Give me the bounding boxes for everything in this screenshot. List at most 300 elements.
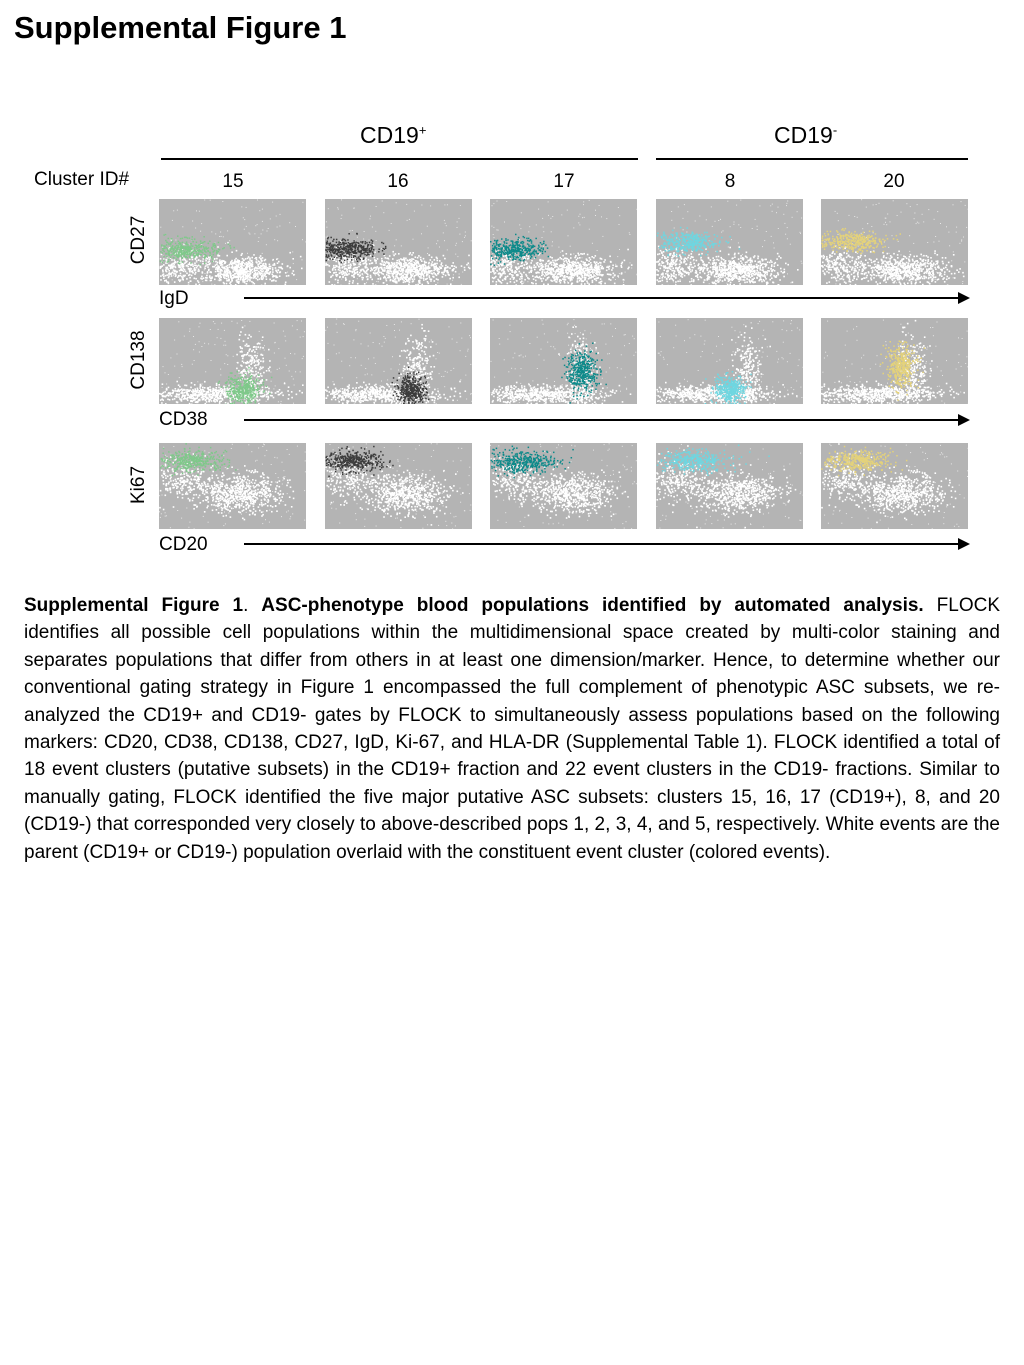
- parent-event: [192, 265, 194, 267]
- parent-event: [180, 269, 182, 271]
- parent-event: [255, 261, 257, 263]
- parent-event: [245, 258, 247, 260]
- cluster-event: [514, 246, 516, 248]
- cluster-event: [520, 248, 522, 250]
- parent-event: [191, 257, 193, 259]
- parent-event: [286, 275, 288, 277]
- background-event: [801, 261, 802, 262]
- cluster-event: [541, 247, 543, 249]
- background-event: [757, 229, 758, 230]
- parent-event: [341, 274, 343, 276]
- parent-event: [509, 262, 511, 264]
- parent-event: [335, 274, 337, 276]
- parent-event: [363, 260, 365, 262]
- parent-event: [759, 261, 761, 263]
- cluster-event: [368, 249, 370, 251]
- parent-event: [186, 261, 188, 263]
- cluster-event: [204, 250, 206, 252]
- background-event: [327, 236, 328, 237]
- background-event: [786, 205, 787, 206]
- parent-event: [774, 263, 776, 265]
- parent-event: [452, 277, 454, 279]
- parent-event: [744, 267, 746, 269]
- cluster-event: [167, 242, 169, 244]
- parent-event: [192, 259, 194, 261]
- background-event: [262, 230, 263, 231]
- background-event: [370, 218, 371, 219]
- cluster-event: [359, 259, 361, 261]
- parent-event: [341, 264, 343, 266]
- parent-event: [285, 284, 287, 286]
- background-event: [201, 223, 202, 224]
- parent-event: [739, 283, 741, 285]
- background-event: [787, 201, 788, 202]
- parent-event: [337, 282, 339, 284]
- cluster-event: [212, 251, 214, 253]
- parent-event: [245, 269, 247, 271]
- parent-event: [564, 258, 566, 260]
- parent-event: [252, 282, 254, 284]
- parent-event: [384, 267, 386, 269]
- parent-event: [720, 250, 722, 252]
- parent-event: [560, 270, 562, 272]
- cluster-event: [492, 258, 494, 260]
- parent-event: [287, 265, 289, 267]
- parent-event: [211, 276, 213, 278]
- cluster-event: [203, 236, 205, 238]
- cluster-event: [212, 258, 214, 260]
- parent-event: [353, 263, 355, 265]
- parent-event: [521, 276, 523, 278]
- cluster-event: [177, 249, 179, 251]
- cluster-event: [200, 250, 202, 252]
- parent-event: [386, 284, 388, 285]
- parent-event: [582, 277, 584, 279]
- parent-event: [238, 260, 240, 262]
- cluster-event: [189, 237, 191, 239]
- parent-event: [191, 275, 193, 277]
- background-event: [364, 231, 365, 232]
- parent-event: [543, 269, 545, 271]
- parent-event: [229, 266, 231, 268]
- cluster-event: [522, 246, 524, 248]
- parent-event: [536, 263, 538, 265]
- parent-event: [418, 266, 420, 268]
- parent-event: [545, 279, 547, 281]
- background-event: [552, 241, 553, 242]
- parent-event: [186, 273, 188, 275]
- background-event: [523, 282, 524, 283]
- parent-event: [758, 265, 760, 267]
- background-event: [225, 243, 226, 244]
- parent-event: [443, 271, 445, 273]
- parent-event: [707, 269, 709, 271]
- cluster-event: [166, 244, 168, 246]
- parent-event: [715, 265, 717, 267]
- background-event: [787, 227, 788, 228]
- background-event: [227, 230, 228, 231]
- cluster-event: [201, 245, 203, 247]
- parent-event: [718, 260, 720, 262]
- parent-event: [567, 263, 569, 265]
- parent-event: [527, 258, 529, 260]
- cluster-event: [346, 253, 348, 255]
- parent-event: [568, 278, 570, 280]
- cluster-event: [339, 247, 341, 249]
- parent-event: [400, 265, 402, 267]
- parent-event: [758, 261, 760, 263]
- cluster-event: [343, 243, 345, 245]
- parent-event: [728, 254, 730, 256]
- parent-event: [168, 270, 170, 272]
- parent-event: [623, 279, 625, 281]
- parent-event: [513, 278, 515, 280]
- background-event: [599, 205, 600, 206]
- parent-event: [724, 269, 726, 271]
- parent-event: [412, 278, 414, 280]
- parent-event: [745, 262, 747, 264]
- parent-event: [736, 271, 738, 273]
- parent-event: [215, 275, 217, 277]
- parent-event: [713, 260, 715, 262]
- background-event: [790, 282, 791, 283]
- parent-event: [573, 265, 575, 267]
- parent-event: [245, 271, 247, 273]
- parent-event: [376, 272, 378, 274]
- cluster-event: [340, 246, 342, 248]
- parent-event: [468, 255, 470, 257]
- parent-event: [453, 268, 455, 270]
- parent-event: [577, 278, 579, 280]
- cluster-event: [502, 247, 504, 249]
- parent-event: [507, 269, 509, 271]
- parent-event: [242, 281, 244, 283]
- parent-event: [545, 273, 547, 275]
- cluster-event: [342, 253, 344, 255]
- parent-event: [596, 270, 598, 272]
- parent-event: [499, 276, 501, 278]
- parent-event: [565, 269, 567, 271]
- cluster-event: [521, 254, 523, 256]
- parent-event: [420, 259, 422, 261]
- cluster-event: [354, 242, 356, 244]
- parent-event: [391, 273, 393, 275]
- parent-event: [397, 272, 399, 274]
- parent-event: [345, 277, 347, 279]
- parent-event: [761, 259, 763, 261]
- parent-event: [393, 281, 395, 283]
- parent-event: [238, 275, 240, 277]
- background-event: [709, 283, 710, 284]
- parent-event: [432, 261, 434, 263]
- parent-event: [424, 261, 426, 263]
- parent-event: [598, 277, 600, 279]
- parent-event: [347, 271, 349, 273]
- parent-event: [381, 260, 383, 262]
- cluster-event: [497, 253, 499, 255]
- parent-event: [202, 263, 204, 265]
- parent-event: [442, 276, 444, 278]
- parent-event: [370, 260, 372, 262]
- background-event: [580, 214, 581, 215]
- parent-event: [263, 263, 265, 265]
- parent-event: [360, 269, 362, 271]
- cluster-event: [383, 243, 385, 245]
- parent-event: [328, 271, 330, 273]
- parent-event: [774, 266, 776, 268]
- parent-event: [552, 260, 554, 262]
- parent-event: [199, 284, 201, 285]
- parent-event: [174, 271, 176, 273]
- cluster-event: [496, 257, 498, 259]
- background-event: [305, 241, 306, 242]
- parent-event: [398, 259, 400, 261]
- background-event: [428, 247, 429, 248]
- background-event: [376, 206, 377, 207]
- parent-event: [562, 255, 564, 257]
- parent-event: [736, 267, 738, 269]
- parent-event: [383, 261, 385, 263]
- parent-event: [397, 278, 399, 280]
- cluster-event: [385, 248, 387, 250]
- parent-event: [418, 271, 420, 273]
- parent-event: [412, 252, 414, 254]
- parent-event: [413, 258, 415, 260]
- parent-event: [405, 271, 407, 273]
- cluster-event: [369, 242, 371, 244]
- parent-event: [198, 269, 200, 271]
- parent-event: [524, 256, 526, 258]
- cluster-event: [190, 262, 192, 264]
- parent-event: [396, 281, 398, 283]
- background-event: [615, 279, 616, 280]
- parent-event: [385, 257, 387, 259]
- parent-event: [729, 247, 731, 249]
- background-event: [757, 226, 758, 227]
- cluster-event: [372, 256, 374, 258]
- cluster-event: [168, 243, 170, 245]
- parent-event: [554, 277, 556, 279]
- parent-event: [523, 272, 525, 274]
- parent-event: [386, 261, 388, 263]
- parent-event: [691, 280, 693, 282]
- background-event: [509, 266, 510, 267]
- cluster-event: [512, 249, 514, 251]
- parent-event: [409, 259, 411, 261]
- background-event: [289, 222, 290, 223]
- group-divider-line: [161, 158, 638, 160]
- cluster-event: [336, 239, 338, 241]
- cluster-event: [512, 247, 514, 249]
- parent-event: [208, 260, 210, 262]
- background-event: [740, 200, 741, 201]
- parent-event: [292, 273, 294, 275]
- parent-event: [389, 262, 391, 264]
- parent-event: [420, 265, 422, 267]
- parent-event: [616, 266, 618, 268]
- group-label-cd19-negative: [774, 122, 837, 149]
- background-event: [658, 248, 659, 249]
- parent-event: [217, 265, 219, 267]
- parent-event: [219, 280, 221, 282]
- parent-event: [562, 273, 564, 275]
- cluster-event: [508, 247, 510, 249]
- background-event: [548, 215, 549, 216]
- parent-event: [591, 267, 593, 269]
- cluster-event: [204, 257, 206, 259]
- background-event: [711, 206, 712, 207]
- parent-event: [507, 267, 509, 269]
- parent-event: [707, 275, 709, 277]
- cluster-event: [520, 242, 522, 244]
- parent-event: [375, 285, 377, 286]
- cluster-event: [191, 239, 193, 241]
- cluster-event: [498, 248, 500, 250]
- parent-event: [385, 277, 387, 279]
- background-event: [266, 244, 267, 245]
- parent-event: [535, 283, 537, 285]
- parent-event: [357, 267, 359, 269]
- parent-event: [389, 265, 391, 267]
- parent-event: [272, 274, 274, 276]
- parent-event: [423, 266, 425, 268]
- parent-event: [728, 276, 730, 278]
- parent-event: [300, 256, 302, 258]
- parent-event: [550, 256, 552, 258]
- background-event: [406, 204, 407, 205]
- background-event: [274, 239, 275, 240]
- cluster-event: [191, 253, 193, 255]
- parent-event: [567, 258, 569, 260]
- parent-event: [219, 278, 221, 280]
- parent-event: [373, 267, 375, 269]
- parent-event: [539, 276, 541, 278]
- parent-event: [413, 267, 415, 269]
- parent-event: [262, 271, 264, 273]
- parent-event: [518, 268, 520, 270]
- parent-event: [246, 265, 248, 267]
- cluster-event: [347, 259, 349, 261]
- cluster-event: [494, 250, 496, 252]
- parent-event: [160, 266, 162, 268]
- parent-event: [388, 267, 390, 269]
- parent-event: [369, 263, 371, 265]
- parent-event: [495, 276, 497, 278]
- parent-event: [565, 260, 567, 262]
- parent-event: [350, 265, 352, 267]
- background-event: [491, 226, 492, 227]
- parent-event: [366, 267, 368, 269]
- background-event: [350, 230, 351, 231]
- parent-event: [707, 278, 709, 280]
- cluster-event: [515, 245, 517, 247]
- parent-event: [334, 259, 336, 261]
- parent-event: [549, 263, 551, 265]
- cluster-event: [501, 250, 503, 252]
- parent-event: [222, 264, 224, 266]
- parent-event: [218, 274, 220, 276]
- parent-event: [783, 276, 785, 278]
- parent-event: [745, 256, 747, 258]
- parent-event: [606, 270, 608, 272]
- parent-event: [733, 269, 735, 271]
- cluster-event: [367, 246, 369, 248]
- parent-event: [436, 258, 438, 260]
- cluster-event: [367, 252, 369, 254]
- parent-event: [160, 279, 162, 281]
- parent-event: [535, 266, 537, 268]
- parent-event: [209, 259, 211, 261]
- parent-event: [208, 264, 210, 266]
- parent-event: [272, 269, 274, 271]
- parent-event: [752, 278, 754, 280]
- cluster-event: [211, 247, 213, 249]
- parent-event: [409, 266, 411, 268]
- parent-event: [349, 283, 351, 285]
- cluster-event: [360, 255, 362, 256]
- cluster-event: [365, 248, 367, 250]
- background-event: [357, 237, 358, 238]
- parent-event: [348, 262, 350, 264]
- cluster-event: [204, 254, 206, 256]
- parent-event: [500, 281, 502, 283]
- cluster-event: [180, 249, 182, 251]
- parent-event: [703, 282, 705, 284]
- cluster-event: [526, 252, 528, 254]
- parent-event: [785, 263, 787, 265]
- parent-event: [720, 271, 722, 273]
- parent-event: [738, 258, 740, 260]
- parent-event: [256, 257, 258, 259]
- parent-event: [717, 281, 719, 283]
- cluster-event: [209, 255, 211, 257]
- parent-event: [511, 276, 513, 278]
- parent-event: [377, 278, 379, 280]
- cluster-event: [182, 257, 184, 259]
- parent-event: [547, 284, 549, 286]
- cluster-event: [371, 242, 373, 244]
- parent-event: [505, 260, 507, 262]
- group-label-text: CD19: [360, 122, 419, 148]
- cluster-event: [212, 243, 214, 245]
- background-event: [800, 233, 801, 234]
- parent-event: [374, 267, 376, 269]
- background-event: [552, 245, 553, 246]
- parent-event: [194, 262, 196, 264]
- parent-event: [264, 272, 266, 274]
- parent-event: [262, 273, 264, 275]
- cluster-id-16: 16: [368, 171, 428, 193]
- parent-event: [412, 273, 414, 275]
- parent-event: [521, 265, 523, 267]
- background-event: [341, 218, 342, 219]
- background-event: [629, 232, 630, 233]
- parent-event: [564, 267, 566, 269]
- parent-event: [410, 275, 412, 277]
- parent-event: [762, 260, 764, 262]
- cluster-event: [367, 249, 369, 251]
- parent-event: [577, 281, 579, 283]
- background-event: [542, 218, 543, 219]
- parent-event: [405, 263, 407, 265]
- background-event: [692, 271, 693, 272]
- cluster-event: [365, 243, 367, 245]
- parent-event: [764, 280, 766, 282]
- cluster-id-15: 15: [203, 171, 263, 193]
- parent-event: [271, 280, 273, 282]
- cluster-event: [382, 250, 384, 252]
- background-event: [201, 244, 202, 245]
